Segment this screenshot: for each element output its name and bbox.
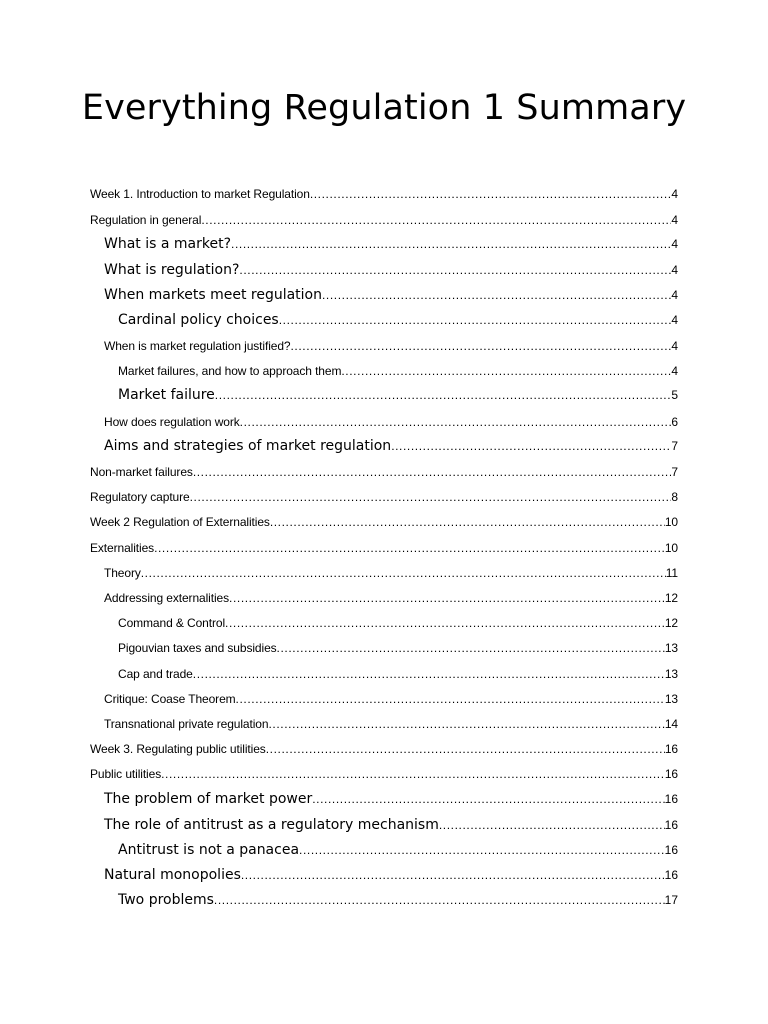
toc-entry[interactable]: [90, 511, 678, 533]
toc-page-number: 13: [664, 692, 678, 706]
toc-entry-label: Regulation in general: [90, 213, 202, 227]
toc-entry[interactable]: [118, 384, 678, 406]
toc-entry[interactable]: [90, 209, 678, 231]
toc-entry-label: What is a market?: [104, 236, 232, 252]
toc-entry-label: Transnational private regulation: [104, 717, 269, 731]
toc-entry[interactable]: [90, 738, 678, 760]
toc-page-number: 16: [664, 767, 678, 781]
toc-entry-label: Week 1. Introduction to market Regulation: [90, 187, 310, 201]
toc-entry[interactable]: [118, 839, 678, 861]
toc-entry[interactable]: [104, 688, 678, 710]
toc-entry-label: What is regulation?: [104, 262, 240, 278]
toc-entry-label: Cap and trade: [118, 667, 193, 681]
toc-leader-dots: [240, 411, 672, 433]
toc-page-number: 7: [671, 439, 678, 453]
toc-page-number: 13: [664, 641, 678, 655]
toc-leader-dots: [241, 864, 665, 886]
document-title: Everything Regulation 1 Summary: [81, 88, 687, 128]
toc-entry-label: Cardinal policy choices: [118, 312, 279, 328]
toc-page-number: 16: [664, 843, 678, 857]
toc-leader-dots: [299, 839, 665, 861]
toc-page-number: 17: [664, 893, 678, 907]
toc-leader-dots: [322, 284, 671, 306]
toc-entry-label: When markets meet regulation: [104, 287, 322, 303]
toc-entry-label: Week 3. Regulating public utilities: [90, 742, 266, 756]
toc-page-number: 6: [671, 415, 678, 429]
toc-leader-dots: [215, 384, 672, 406]
toc-leader-dots: [291, 335, 672, 357]
toc-entry-label: Pigouvian taxes and subsidies: [118, 641, 277, 655]
toc-entry[interactable]: [90, 183, 678, 205]
toc-page-number: 4: [671, 237, 678, 251]
toc-entry-label: The problem of market power: [104, 791, 313, 807]
toc-page-number: 16: [664, 868, 678, 882]
toc-leader-dots: [391, 435, 671, 457]
toc-entry-label: Aims and strategies of market regulation: [104, 438, 392, 454]
toc-entry[interactable]: [118, 309, 678, 331]
toc-page-number: 10: [664, 515, 678, 529]
toc-entry[interactable]: [104, 587, 678, 609]
toc-page-number: 5: [671, 388, 678, 402]
toc-entry[interactable]: [118, 612, 678, 634]
toc-entry[interactable]: [104, 562, 678, 584]
toc-leader-dots: [214, 889, 665, 911]
toc-entry-label: Non-market failures: [90, 465, 193, 479]
toc-leader-dots: [161, 763, 665, 785]
toc-entry[interactable]: [104, 788, 678, 810]
toc-leader-dots: [190, 486, 672, 508]
toc-page-number: 16: [664, 818, 678, 832]
toc-leader-dots: [341, 360, 671, 382]
toc-entry[interactable]: [104, 335, 678, 357]
toc-entry[interactable]: [90, 486, 678, 508]
toc-entry[interactable]: [104, 814, 678, 836]
toc-entry-label: The role of antitrust as a regulatory mechanism: [104, 817, 439, 833]
toc-leader-dots: [154, 537, 665, 559]
toc-page-number: 7: [671, 465, 678, 479]
toc-page-number: 11: [665, 566, 678, 580]
toc-page-number: 16: [664, 792, 678, 806]
toc-page-number: 4: [671, 313, 678, 327]
toc-entry[interactable]: [90, 461, 678, 483]
toc-page-number: 8: [671, 490, 678, 504]
toc-page-number: 4: [671, 187, 678, 201]
toc-entry[interactable]: [104, 713, 678, 735]
toc-page-number: 12: [664, 616, 678, 630]
toc-entry[interactable]: [118, 889, 678, 911]
toc-leader-dots: [201, 209, 671, 231]
toc-leader-dots: [225, 612, 665, 634]
toc-page-number: 16: [664, 742, 678, 756]
toc-leader-dots: [312, 788, 664, 810]
toc-page-number: 4: [671, 339, 678, 353]
toc-page-number: 4: [671, 263, 678, 277]
toc-entry-label: Command & Control: [118, 616, 226, 630]
toc-entry-label: Addressing externalities: [104, 591, 230, 605]
toc-entry[interactable]: [90, 537, 678, 559]
toc-entry-label: How does regulation work: [104, 415, 240, 429]
toc-leader-dots: [193, 461, 672, 483]
toc-page-number: 4: [671, 288, 678, 302]
toc-entry[interactable]: [104, 284, 678, 306]
toc-leader-dots: [141, 562, 666, 584]
toc-entry[interactable]: [90, 763, 678, 785]
toc-entry[interactable]: [104, 864, 678, 886]
toc-leader-dots: [266, 738, 665, 760]
toc-entry[interactable]: [118, 360, 678, 382]
toc-leader-dots: [439, 814, 665, 836]
toc-leader-dots: [193, 663, 665, 685]
toc-page-number: 4: [671, 213, 678, 227]
toc-page-number: 4: [671, 364, 678, 378]
toc-entry[interactable]: [104, 435, 678, 457]
toc-page-number: 14: [664, 717, 678, 731]
toc-entry-label: Market failures, and how to approach them: [118, 364, 342, 378]
toc-entry[interactable]: [118, 637, 678, 659]
toc-entry[interactable]: [118, 663, 678, 685]
toc-leader-dots: [270, 511, 665, 533]
toc-entry-label: Theory: [104, 566, 141, 580]
toc-leader-dots: [268, 713, 664, 735]
toc-entry-label: Market failure: [118, 387, 215, 403]
toc-entry-label: Externalities: [90, 541, 155, 555]
toc-entry-label: Antitrust is not a panacea: [118, 842, 300, 858]
toc-page-number: 13: [664, 667, 678, 681]
toc-page-number: 12: [664, 591, 678, 605]
toc-leader-dots: [277, 637, 665, 659]
toc-entry[interactable]: [104, 259, 678, 281]
toc-entry-label: Regulatory capture: [90, 490, 190, 504]
toc-entry-label: Two problems: [118, 892, 214, 908]
toc-page-number: 10: [664, 541, 678, 555]
toc-entry[interactable]: [104, 411, 678, 433]
toc-entry-label: Week 2 Regulation of Externalities: [90, 515, 270, 529]
toc-leader-dots: [310, 183, 672, 205]
toc-entry-label: Public utilities: [90, 767, 162, 781]
toc-leader-dots: [236, 688, 665, 710]
toc-entry[interactable]: [104, 233, 678, 255]
toc-entry-label: Critique: Coase Theorem: [104, 692, 236, 706]
toc-leader-dots: [239, 259, 671, 281]
toc-leader-dots: [231, 233, 671, 255]
toc-entry-label: When is market regulation justified?: [104, 339, 291, 353]
toc-entry-label: Natural monopolies: [104, 867, 241, 883]
toc-leader-dots: [279, 309, 672, 331]
toc-leader-dots: [229, 587, 665, 609]
